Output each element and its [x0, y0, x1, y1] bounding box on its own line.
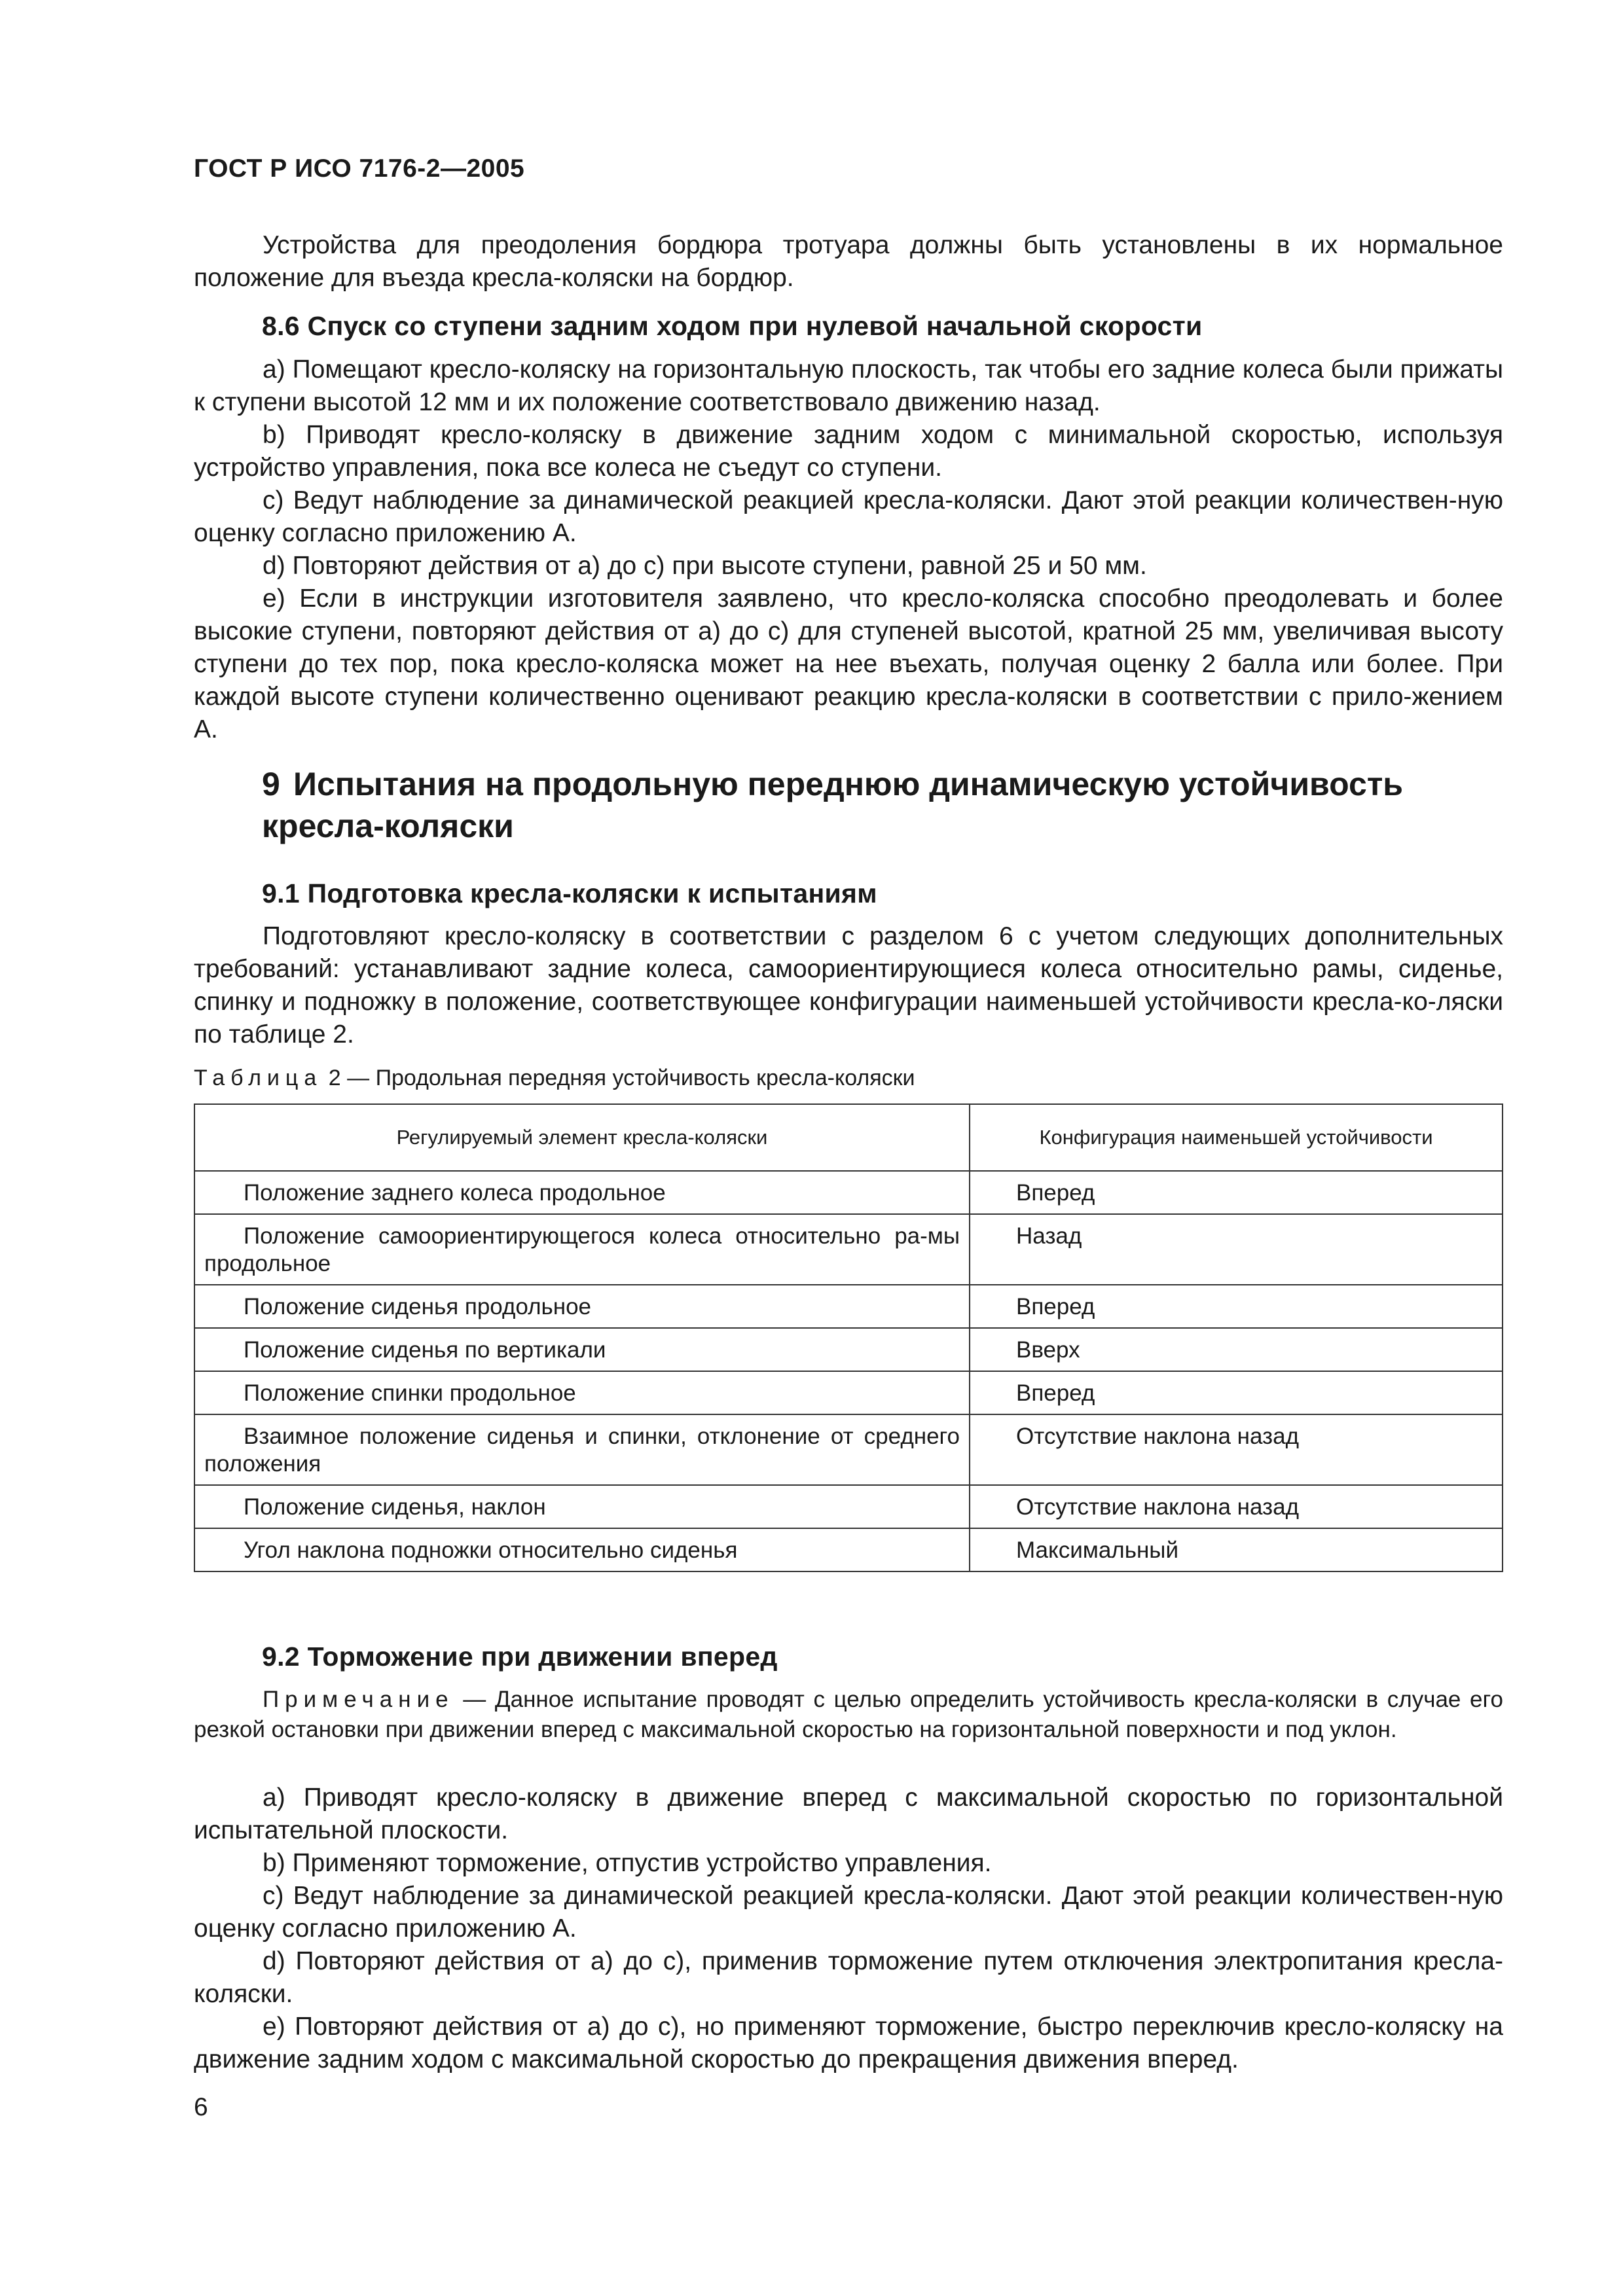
intro-paragraph: Устройства для преодоления бордюра тротуара должны быть установлены в их нормальное положение для въезда кресла-коляски на бордюр.	[194, 231, 1503, 292]
section-title-9	[262, 763, 1506, 847]
section-9-1-paragraph: Подготовляют кресло-коляску в соответствии с разделом 6 с учетом следующих дополнительных требований: устанавливают задние колеса, самоориентирующиеся колеса относительно рамы, сиденье, спинку и подножку в положение, соответствующее конфигурации наименьшей устойчивости кресла-ко-ляски по таблице 2.	[194, 922, 1503, 1049]
table-row	[194, 1414, 1503, 1485]
table-cell: Положение сиденья продольное	[194, 1285, 970, 1328]
list-item: c) Ведут наблюдение за динамической реакцией кресла-коляски. Дают этой реакции количествен-ную оценку согласно приложению А.	[194, 1882, 1503, 1943]
subsection-title-8-6: 8.6 Спуск со ступени задним ходом при нулевой начальной скорости	[262, 311, 1203, 341]
table-cell: Угол наклона подножки относительно сиденья	[194, 1528, 970, 1571]
table-cell: Вверх	[970, 1328, 1503, 1371]
intro-block	[194, 229, 1503, 295]
table-row	[194, 1485, 1503, 1528]
table-cell: Положение самоориентирующегося колеса относительно ра-мы продольное	[194, 1214, 970, 1285]
list-item: e) Если в инструкции изготовителя заявлено, что кресло-коляска способно преодолевать и более высокие ступени, повторяют действия от a) до c) для ступеней высотой, кратной 25 мм, увеличивая высоту ступени до тех пор, пока кресло-коляска может на нее въехать, получая оценку 2 балла или более. При каждой высоте ступени количественно оценивают реакцию кресла-коляски в соответствии с прило-жением А.	[194, 584, 1503, 744]
list-item: a) Помещают кресло-коляску на горизонтальную плоскость, так чтобы его задние колеса были прижаты к ступени высотой 12 мм и их положение соответствовало движению назад.	[194, 355, 1503, 416]
table-header-cell: Регулируемый элемент кресла-коляски	[194, 1104, 970, 1171]
table-cell: Вперед	[970, 1285, 1503, 1328]
list-item: c) Ведут наблюдение за динамической реакцией кресла-коляски. Дают этой реакции количествен-ную оценку согласно приложению А.	[194, 486, 1503, 547]
table-cell: Положение спинки продольное	[194, 1371, 970, 1414]
list-item: d) Повторяют действия от a) до c) при высоте ступени, равной 25 и 50 мм.	[263, 552, 1147, 580]
table-caption-text: 2 — Продольная передняя устойчивость кресла-коляски	[328, 1066, 915, 1090]
table-row	[194, 1214, 1503, 1285]
table-row	[194, 1528, 1503, 1571]
page-number: 6	[194, 2093, 208, 2121]
subsection-title-9-2: 9.2 Торможение при движении вперед	[262, 1641, 778, 1672]
table-row	[194, 1371, 1503, 1414]
table-cell: Отсутствие наклона назад	[970, 1485, 1503, 1528]
table-caption	[194, 1066, 915, 1091]
note-label: Примечание	[263, 1687, 454, 1712]
list-item: d) Повторяют действия от a) до c), применив торможение путем отключения электропитания кресла-коляски.	[194, 1947, 1503, 2008]
stability-table	[194, 1103, 1503, 1572]
table-cell: Положение сиденья, наклон	[194, 1485, 970, 1528]
table-cell: Положение сиденья по вертикали	[194, 1328, 970, 1371]
table-cell: Максимальный	[970, 1528, 1503, 1571]
list-item: b) Приводят кресло-коляску в движение задним ходом с минимальной скоростью, используя устройство управления, пока все колеса не съедут со ступени.	[194, 421, 1503, 482]
table-cell: Вперед	[970, 1371, 1503, 1414]
table-cell: Назад	[970, 1214, 1503, 1285]
list-item: a) Приводят кресло-коляску в движение вперед с максимальной скоростью по горизонтальной испытательной плоскости.	[194, 1784, 1503, 1844]
subsection-9-1-body	[194, 920, 1503, 1051]
table-row	[194, 1171, 1503, 1214]
subsection-title-9-1: 9.1 Подготовка кресла-коляски к испытаниям	[262, 878, 877, 908]
list-item: b) Применяют торможение, отпустив устройство управления.	[263, 1849, 992, 1877]
subsection-9-2-body	[194, 1782, 1503, 2076]
table-cell: Взаимное положение сиденья и спинки, отклонение от среднего положения	[194, 1414, 970, 1485]
table-cell: Отсутствие наклона назад	[970, 1414, 1503, 1485]
table-header-cell: Конфигурация наименьшей устойчивости	[970, 1104, 1503, 1171]
table-cell: Вперед	[970, 1171, 1503, 1214]
note-text: — Данное испытание проводят с целью определить устойчивость кресла-коляски в случае его резкой остановки при движении вперед с максимальной скоростью на горизонтальной поверхности и под уклон.	[194, 1687, 1503, 1742]
table-row	[194, 1328, 1503, 1371]
table-row	[194, 1285, 1503, 1328]
section-number: 9	[262, 766, 280, 802]
subsection-8-6-body	[194, 353, 1503, 746]
table-caption-label: Таблица	[194, 1066, 323, 1090]
note-paragraph	[194, 1685, 1503, 1745]
list-item: e) Повторяют действия от a) до c), но применяют торможение, быстро переключив кресло-коляску на движение задним ходом с максимальной скоростью до прекращения движения вперед.	[194, 2013, 1503, 2073]
section-title-text: Испытания на продольную переднюю динамическую устойчивость кресла-коляски	[262, 766, 1404, 844]
document-header: ГОСТ Р ИСО 7176-2—2005	[194, 154, 525, 183]
table-header-row	[194, 1104, 1503, 1171]
table-cell: Положение заднего колеса продольное	[194, 1171, 970, 1214]
